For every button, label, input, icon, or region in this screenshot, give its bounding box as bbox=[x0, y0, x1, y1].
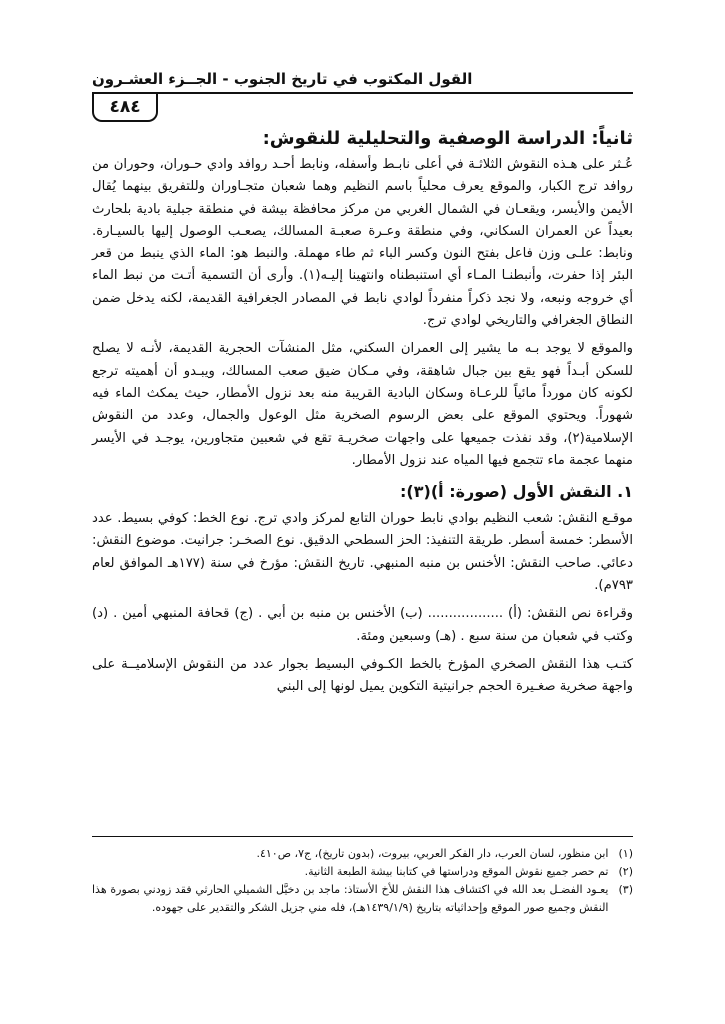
footnotes bbox=[92, 836, 633, 917]
header-title: القول المكتوب في تاريخ الجنوب - الجــزء العشـرون bbox=[92, 70, 473, 88]
section-title: ثانياً: الدراسة الوصفية والتحليلية للنقوش: bbox=[262, 128, 633, 149]
page-number: ٤٨٤ bbox=[92, 94, 158, 122]
inscription-details: موقـع النقش: شعب النظيم بوادي نابط حوران التابع لمركز وادي ترج. نوع الخط: كوفي بسيط. عدد الأسطر: خمسة أسطر. طريقة التنفيذ: الحز السطحي الدقيق. نوع الصخـر: جرانيت. موضوع النقش: دعائي. صاحب النقش: الأخنس بن منبه المنبهي. تاريخ النقش: مؤرخ في سنة (١٧٧هـ الموافق لعام ٧٩٣م). bbox=[92, 511, 633, 594]
footnote-text: ابن منظور، لسان العرب، دار الفكر العربي، بيروت، (بدون تاريخ)، ج٧، ص٤١٠. bbox=[256, 847, 609, 860]
footnote-3 bbox=[92, 881, 633, 917]
inscription-title: ١. النقش الأول (صورة: أ)(٣): bbox=[400, 482, 633, 502]
inscription-description: كتـب هذا النقش الصخري المؤرخ بالخط الكـوفي البسيط بجوار عدد من النقوش الإسلاميــة على واجهة صخرية صغـيرة الحجم جرانيتية التكوين يميل لونها إلى البني bbox=[92, 656, 633, 695]
footnote-text: يعـود الفضـل بعد الله في اكتشاف هذا النقش للأخ الأستاذ: ماجد بن دخيَّل الشميلي الحارثي فقد زودني بصورة هذا النقش وجميع صور الموقع وإحداثياته بتاريخ (١٤٣٩/١/٩هـ)، فله مني جزيل الشكر والتقدير على جهوده. bbox=[92, 883, 609, 914]
footnote-1 bbox=[92, 845, 633, 863]
footnote-number: (١) bbox=[618, 847, 633, 860]
footnote-number: (٣) bbox=[618, 883, 633, 896]
footnote-text: تم حصر جميع نقوش الموقع ودراستها في كتابنا بيشة الطبعة الثانية. bbox=[304, 865, 609, 878]
footnote-2 bbox=[92, 863, 633, 881]
inscription-reading: وقراءة نص النقش: (أ) .................. (ب) الأخنس بن منبه بن أبي . (ج) قحافة المنبهي أمين . (د) وكتب في شعبان من سنة سبع . (هـ) وسبعين ومئة. bbox=[92, 606, 633, 644]
paragraph-2: والموقع لا يوجد بـه ما يشير إلى العمران السكني، مثل المنشآت الحجرية القديمة، لأنـه لا يصلح للسكن أبـداً فهو يقع بين جبال شاهقة، وفي مـكان ضيق صعب المسالك، ويبـدو أن أهميته ترجع لكونه كان مورداً مائياً للرعـاة وسكان البادية القريبة منه بعد نزول الأمطار، حيث يمكث الماء فيه شهوراً. ويحتوي الموقع على بعض الرسوم الصخرية مثل الوعول والجمال، وعدد من النقوش الإسلامية(٢)، وقد نفذت جميعها على واجهات صخريـة تقع في شعبين متجاورين، يوجـد في الأيسر منهما عجمة ماء تتجمع فيها المياه عند نزول الأمطار. bbox=[92, 341, 633, 468]
paragraph-1: عُـثر على هـذه النقوش الثلاثـة في أعلى نابـط وأسفله، ونابط أحـد روافد وادي حـوران، وحوران من روافد ترج الكبار، والموقع يعرف محلياً باسم النظيم وهما شعبان متجـاوران وللتفريق بينهما يُقال الأيمن والأيسر، ويقعـان في الشمال الغربي من مركز محافظة بيشة في منطقة جبلية بادية بلحارث بعيداً عن العمران السكاني، وفي منطقة وعـرة صعبـة المسالك، يصعـب الوصول إليها بالسيـارة. ونابط: علـى وزن فاعل بفتح النون وكسر الباء ثم طاء مهملة. والنبط هو: الماء الذي ينبط من قعر البئر إذا حفرت، وأنبطنـا المـاء أي استنبطناه وانتهينا إليـه(١). وأرى أن التسمية أتـت من نبط الماء أي خروجه ونبعه، ولا نجد ذكراً منفرداً لوادي نابط في المصادر الجغرافية القديمة، لكنه يدخل ضمن النطاق الجغرافي والتاريخي لوادي ترج. bbox=[92, 157, 634, 329]
running-header bbox=[92, 70, 633, 94]
footnote-number: (٢) bbox=[618, 865, 633, 878]
main-content bbox=[92, 124, 633, 705]
